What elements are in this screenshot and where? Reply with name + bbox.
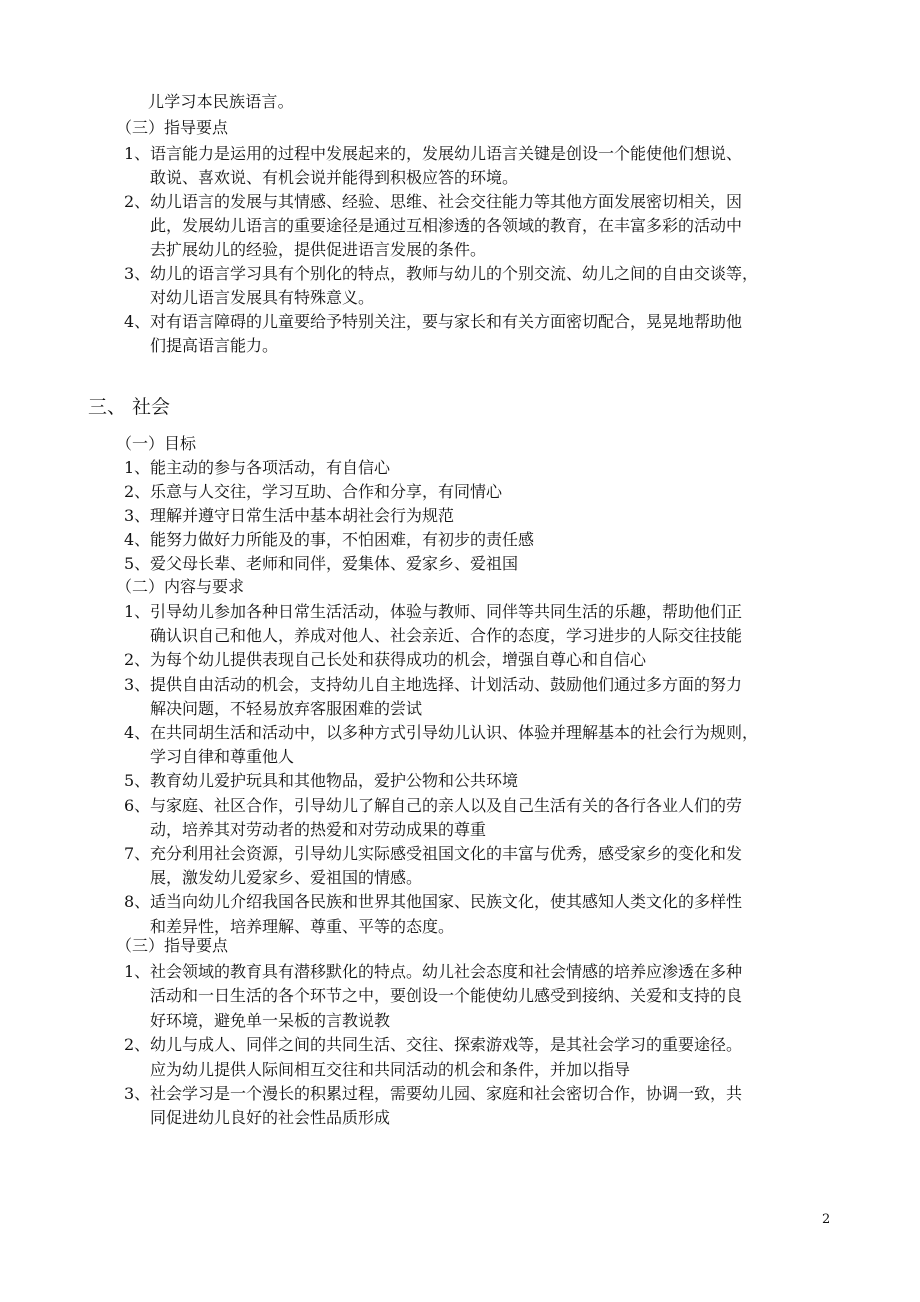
item-number: 7、 xyxy=(124,844,151,863)
list-item xyxy=(124,890,844,938)
item-text-line: 展，激发幼儿爱家乡、爱祖国的情感。 xyxy=(150,868,423,888)
item-text-line: 提供自由活动的机会，支持幼儿自主地选择、计划活动、鼓励他们通过多方面的努力 xyxy=(150,674,743,694)
item-text-line: 幼儿与成人、同伴之间的共同生活、交往、探索游戏等，是其社会学习的重要途径。 xyxy=(150,1035,743,1055)
item-text-line: 好环境，避免单一呆板的言教说教 xyxy=(150,1010,391,1030)
item-text-line: 在共同胡生活和活动中，以多种方式引导幼儿认识、体验并理解基本的社会行为规则， xyxy=(150,723,759,742)
item-number: 4、 xyxy=(124,312,151,331)
item-text-line: 为每个幼儿提供表现自己长处和获得成功的机会，增强自尊心和自信心 xyxy=(150,650,647,670)
item-text-line: 对幼儿语言发展具有特殊意义。 xyxy=(150,288,375,307)
item-text-line: 乐意与人交往，学习互助、合作和分享，有同情心 xyxy=(150,482,503,501)
item-number: 8、 xyxy=(124,892,151,912)
item-number: 5、 xyxy=(124,771,151,791)
item-number: 1、 xyxy=(124,144,151,163)
item-text-line: 引导幼儿参加各种日常生活活动，体验与教师、同伴等共同生活的乐趣，帮助他们正 xyxy=(150,602,743,621)
item-text-line: 社会学习是一个漫长的积累过程，需要幼儿园、家庭和社会密切合作，协调一致，共 xyxy=(150,1084,743,1103)
list-item xyxy=(124,504,844,528)
item-text-line: 社会领域的教育具有潜移默化的特点。幼儿社会态度和社会情感的培养应渗透在多种 xyxy=(150,962,743,981)
list-item xyxy=(124,262,844,310)
item-number: 2、 xyxy=(124,192,151,211)
item-number: 1、 xyxy=(124,962,151,981)
item-text-line: 解决问题，不轻易放弃客服困难的尝试 xyxy=(150,698,423,718)
list-item xyxy=(124,480,844,504)
item-number: 3、 xyxy=(124,674,151,694)
item-text-line: 同促进幼儿良好的社会性品质形成 xyxy=(150,1108,391,1128)
item-number: 2、 xyxy=(124,1035,151,1055)
list-item xyxy=(124,528,844,552)
item-number: 1、 xyxy=(124,458,151,477)
item-number: 3、 xyxy=(124,1084,151,1103)
item-text-line: 幼儿语言的发展与其情感、经验、思维、社会交往能力等其他方面发展密切相关，因 xyxy=(150,192,743,211)
list-item xyxy=(124,1033,844,1082)
item-text-line: 能努力做好力所能及的事，不怕困难，有初步的责任感 xyxy=(150,530,535,549)
list-item xyxy=(124,142,844,190)
item-text-line: 语言能力是运用的过程中发展起来的，发展幼儿语言关键是创设一个能使他们想说、 xyxy=(150,144,743,163)
item-text-line: 充分利用社会资源，引导幼儿实际感受祖国文化的丰富与优秀，感受家乡的变化和发 xyxy=(150,844,743,863)
page-number: 2 xyxy=(822,1212,831,1227)
list-item xyxy=(124,721,844,769)
item-text-line: 去扩展幼儿的经验，提供促进语言发展的条件。 xyxy=(150,240,487,259)
list-item xyxy=(124,552,844,576)
item-text-line: 爱父母长辈、老师和同伴，爱集体、爱家乡、爱祖国 xyxy=(150,554,519,573)
list-item xyxy=(124,673,844,721)
list-item xyxy=(124,842,844,890)
item-number: 2、 xyxy=(124,482,151,501)
social-section-title: 三、 社会 xyxy=(88,396,171,418)
item-text-line: 活动和一日生活的各个环节之中，要创设一个能使幼儿感受到接纳、关爱和支持的良 xyxy=(150,986,743,1006)
item-text-line: 应为幼儿提供人际间相互交往和共同活动的机会和条件，并加以指导 xyxy=(150,1059,631,1079)
intro-continuation: 儿学习本民族语言。 xyxy=(148,92,294,111)
list-item xyxy=(124,456,844,480)
item-text-line: 理解并遵守日常生活中基本胡社会行为规范 xyxy=(150,506,455,525)
item-number: 2、 xyxy=(124,650,151,670)
item-text-line: 动，培养其对劳动者的热爱和对劳动成果的尊重 xyxy=(150,819,487,839)
item-number: 4、 xyxy=(124,530,151,549)
item-text-line: 幼儿的语言学习具有个别化的特点，教师与幼儿的个别交流、幼儿之间的自由交谈等， xyxy=(150,264,759,283)
item-number: 5、 xyxy=(124,554,151,573)
list-item xyxy=(124,310,844,358)
item-text-line: 对有语言障碍的儿童要给予特别关注，要与家长和有关方面密切配合，晃晃地帮助他 xyxy=(150,312,743,331)
item-number: 3、 xyxy=(124,264,151,283)
list-item xyxy=(124,769,844,793)
list-item xyxy=(124,600,844,648)
item-text-line: 学习自律和尊重他人 xyxy=(150,747,295,767)
social-content-heading: （二）内容与要求 xyxy=(116,577,245,596)
item-number: 1、 xyxy=(124,602,151,621)
list-item xyxy=(124,1082,844,1131)
social-goals-heading: （一）目标 xyxy=(116,434,197,453)
item-text-line: 适当向幼儿介绍我国各民族和世界其他国家、民族文化，使其感知人类文化的多样性 xyxy=(150,892,743,912)
list-item xyxy=(124,794,844,842)
item-text-line: 与家庭、社区合作，引导幼儿了解自己的亲人以及自己生活有关的各行各业人们的劳 xyxy=(150,795,743,815)
item-number: 6、 xyxy=(124,795,151,815)
list-item xyxy=(124,960,844,1033)
lang-guidance-heading: （三）指导要点 xyxy=(116,118,229,137)
social-guidance-heading: （三）指导要点 xyxy=(116,936,229,955)
item-number: 3、 xyxy=(124,506,151,525)
item-text-line: 们提高语言能力。 xyxy=(150,336,279,355)
item-text-line: 敢说、喜欢说、有机会说并能得到积极应答的环境。 xyxy=(150,168,519,187)
list-item xyxy=(124,190,844,262)
item-text-line: 确认识自己和他人，养成对他人、社会亲近、合作的态度，学习进步的人际交往技能 xyxy=(150,626,743,646)
item-text-line: 和差异性，培养理解、尊重、平等的态度。 xyxy=(150,916,455,936)
item-text-line: 能主动的参与各项活动，有自信心 xyxy=(150,458,391,477)
list-item xyxy=(124,648,844,672)
item-text-line: 此，发展幼儿语言的重要途径是通过互相渗透的各领域的教育，在丰富多彩的活动中 xyxy=(150,216,743,235)
item-text-line: 教育幼儿爱护玩具和其他物品，爱护公物和公共环境 xyxy=(150,771,519,791)
item-number: 4、 xyxy=(124,723,151,742)
